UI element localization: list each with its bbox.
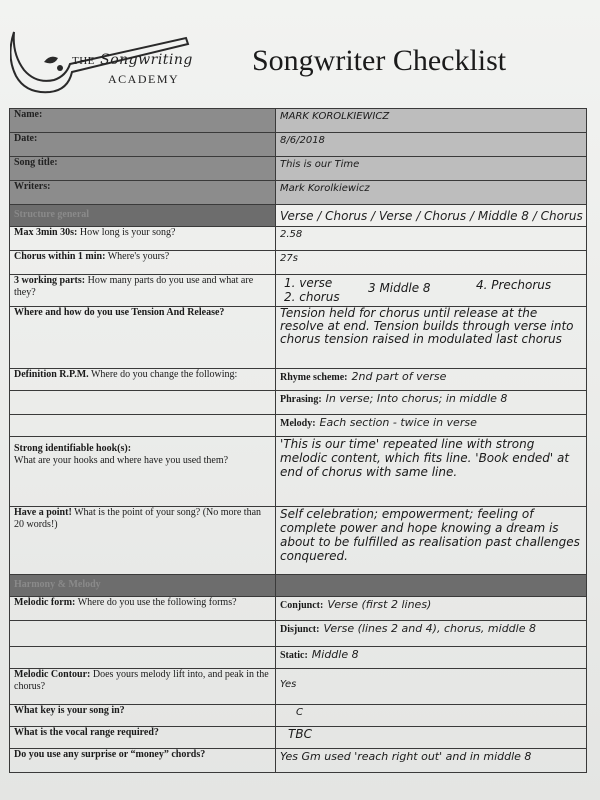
conjunct-cell[interactable]: [276, 597, 587, 621]
disjunct-cell[interactable]: [276, 621, 587, 647]
key-answer[interactable]: C: [276, 705, 587, 727]
date-answer[interactable]: 8/6/2018: [276, 133, 587, 157]
working-part-4: 4. Prechorus: [476, 278, 552, 292]
row-harmony-section: [10, 575, 587, 597]
row-surprise: [10, 749, 587, 773]
working-part-2: 2. chorus: [284, 290, 340, 304]
hook-answer[interactable]: 'This is our time' repeated line with strong melodic content, which fits line. 'Book ended' at end of chorus with same line.: [276, 437, 587, 507]
point-label: [10, 507, 276, 575]
header: [0, 0, 600, 108]
row-disjunct: [10, 621, 587, 647]
working-parts-question: How many parts do you use and what are they?: [14, 275, 254, 298]
melodic-form-question: Where do you use the following forms?: [75, 597, 237, 608]
static-cell[interactable]: [276, 647, 587, 669]
row-rpm-phrasing: [10, 391, 587, 415]
working-parts-label: [10, 275, 276, 307]
static-spacer: [10, 647, 276, 669]
hook-bold: Strong identifiable hook(s):: [14, 443, 132, 454]
chorus-within-answer[interactable]: 27s: [276, 251, 587, 275]
row-structure: [10, 205, 587, 227]
contour-bold: Melodic Contour:: [14, 669, 91, 680]
row-name: [10, 109, 587, 133]
melodic-form-bold: Melodic form:: [14, 597, 76, 608]
writers-label: Writers:: [10, 181, 276, 205]
surprise-label: Do you use any surprise or “money” chords?: [10, 749, 276, 773]
conjunct-answer: Verse (first 2 lines): [327, 598, 432, 611]
melody-cell[interactable]: [276, 415, 587, 437]
melody-answer: Each section - twice in verse: [319, 416, 477, 429]
row-writers: [10, 181, 587, 205]
rpm-melody-spacer: [10, 415, 276, 437]
contour-question: Does yours melody lift into, and peak in the chorus?: [14, 669, 269, 692]
vocal-range-label: What is the vocal range required?: [10, 727, 276, 749]
disjunct-label: Disjunct:: [280, 624, 320, 635]
melody-label: Melody:: [280, 418, 316, 429]
row-rpm-rhyme: [10, 369, 587, 391]
max-length-label: [10, 227, 276, 251]
logo-the-text: [72, 52, 193, 68]
logo-the: THE: [72, 55, 95, 67]
logo-academy: ACADEMY: [108, 72, 180, 86]
structure-section-label: Structure general: [10, 205, 276, 227]
rpm-question: Where do you change the following:: [88, 369, 238, 380]
row-tension: [10, 307, 587, 369]
point-bold: Have a point!: [14, 507, 72, 518]
melodic-form-label: [10, 597, 276, 621]
contour-answer[interactable]: Yes: [276, 669, 587, 705]
harmony-section-fill: [276, 575, 587, 597]
chorus-within-question: Where's yours?: [105, 251, 170, 262]
row-conjunct: [10, 597, 587, 621]
static-answer: Middle 8: [311, 648, 359, 661]
disjunct-answer: Verse (lines 2 and 4), chorus, middle 8: [323, 622, 536, 635]
row-vocal-range: [10, 727, 587, 749]
name-label: Name:: [10, 109, 276, 133]
writers-answer[interactable]: Mark Korolkiewicz: [276, 181, 587, 205]
page-title: Songwriter Checklist: [252, 44, 507, 77]
point-answer[interactable]: Self celebration; empowerment; feeling of complete power and hope knowing a dream is about to be fulfilled as realisation past challenges conquered.: [276, 507, 587, 575]
row-key: [10, 705, 587, 727]
rhyme-answer: 2nd part of verse: [351, 370, 447, 383]
phrasing-answer: In verse; Into chorus; in middle 8: [325, 392, 508, 405]
song-title-answer[interactable]: This is our Time: [276, 157, 587, 181]
contour-label: [10, 669, 276, 705]
hook-question: What are your hooks and where have you used them?: [14, 455, 229, 466]
logo-songwriting: Songwriting: [100, 52, 193, 68]
tension-answer[interactable]: Tension held for chorus until release at the resolve at end. Tension builds through verse into chorus tension raised in modulated last chorus: [276, 307, 587, 369]
rpm-bold: Definition R.P.M.: [14, 369, 89, 380]
surprise-answer[interactable]: Yes Gm used 'reach right out' and in middle 8: [276, 749, 587, 773]
working-parts-bold: 3 working parts:: [14, 275, 86, 286]
working-part-1: 1. verse: [284, 276, 333, 290]
row-rpm-melody: [10, 415, 587, 437]
checklist-table: [9, 108, 587, 773]
rhyme-cell[interactable]: [276, 369, 587, 391]
row-point: [10, 507, 587, 575]
rpm-phrasing-spacer: [10, 391, 276, 415]
rpm-label: [10, 369, 276, 391]
row-max-length: [10, 227, 587, 251]
structure-answer[interactable]: Verse / Chorus / Verse / Chorus / Middle 8 / Chorus: [276, 205, 587, 227]
phrasing-cell[interactable]: [276, 391, 587, 415]
name-answer[interactable]: MARK KOROLKIEWICZ: [276, 109, 587, 133]
rhyme-label: Rhyme scheme:: [280, 372, 348, 383]
max-length-bold: Max 3min 30s:: [14, 227, 78, 238]
chorus-within-bold: Chorus within 1 min:: [14, 251, 106, 262]
row-static: [10, 647, 587, 669]
key-label: What key is your song in?: [10, 705, 276, 727]
max-length-question: How long is your song?: [77, 227, 176, 238]
row-date: [10, 133, 587, 157]
harmony-section-label: Harmony & Melody: [10, 575, 276, 597]
vocal-range-answer[interactable]: TBC: [276, 727, 587, 749]
hook-label: [10, 437, 276, 507]
row-working-parts: [10, 275, 587, 307]
max-length-answer[interactable]: 2.58: [276, 227, 587, 251]
row-song-title: [10, 157, 587, 181]
row-hook: [10, 437, 587, 507]
song-title-label: Song title:: [10, 157, 276, 181]
disjunct-spacer: [10, 621, 276, 647]
working-parts-answer[interactable]: [276, 275, 587, 307]
static-label: Static:: [280, 650, 308, 661]
phrasing-label: Phrasing:: [280, 394, 322, 405]
chorus-within-label: [10, 251, 276, 275]
point-question: What is the point of your song? (No more than 20 words!): [14, 507, 262, 530]
row-chorus-within: [10, 251, 587, 275]
tension-label: Where and how do you use Tension And Release?: [10, 307, 276, 369]
row-contour: [10, 669, 587, 705]
date-label: Date:: [10, 133, 276, 157]
conjunct-label: Conjunct:: [280, 600, 324, 611]
working-part-3: 3 Middle 8: [368, 281, 431, 295]
